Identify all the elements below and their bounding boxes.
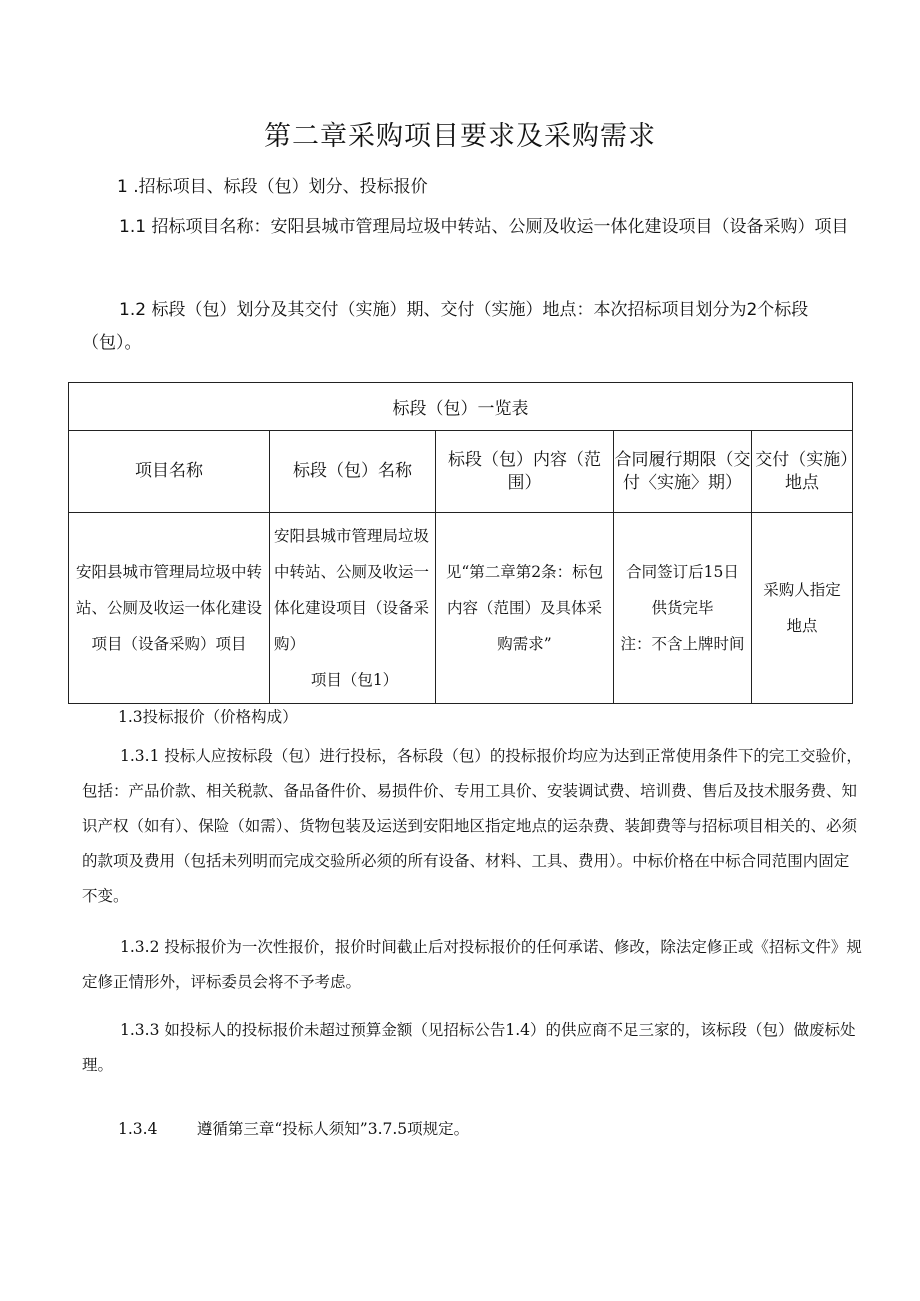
- section-1-3-heading: 1.3投标报价（价格构成）: [118, 708, 298, 726]
- paragraph-1-3-3: 1.3.3 如投标人的投标报价未超过预算金额（见招标公告1.4）的供应商不足三家的，该标段（包）做废标处理。: [82, 1021, 856, 1074]
- package-table: [68, 382, 853, 704]
- cell-content: 见“第二章第2条：标包内容（范围）及具体采购需求”: [436, 513, 614, 704]
- paragraph-1-3-2: 1.3.2 投标报价为一次性报价，报价时间截止后对投标报价的任何承诺、修改，除法定修正或《招标文件》规定修正情形外，评标委员会将不予考虑。: [82, 938, 862, 991]
- paragraph-1-1: 1.1 招标项目名称：安阳县城市管理局垃圾中转站、公厕及收运一体化建设项目（设备采购）项目: [119, 217, 849, 237]
- cell-package-line2: 项目（包1）: [310, 671, 399, 689]
- section-1-heading: 1 .招标项目、标段（包）划分、投标报价: [117, 177, 428, 197]
- cell-period: [614, 513, 752, 704]
- cell-period-line1: 合同签订后15日供货完毕: [626, 563, 739, 617]
- cell-package-line1: 安阳县城市管理局垃圾中转站、公厕及收运一体化建设项目（设备采购）: [274, 527, 430, 653]
- cell-location: 采购人指定地点: [752, 513, 853, 704]
- header-delivery-location: 交付（实施）地点: [752, 431, 853, 513]
- header-package-name: 标段（包）名称: [270, 431, 436, 513]
- cell-period-line2: 注：不含上牌时间: [620, 635, 745, 653]
- header-contract-period: 合同履行期限（交付〈实施〉期）: [614, 431, 752, 513]
- cell-package: [270, 513, 436, 704]
- table-row: [69, 513, 853, 704]
- header-project-name: 项目名称: [69, 431, 270, 513]
- table-caption: 标段（包）一览表: [69, 383, 853, 431]
- page-title: 第二章采购项目要求及采购需求: [264, 121, 656, 152]
- cell-project: 安阳县城市管理局垃圾中转站、公厕及收运一体化建设项目（设备采购）项目: [69, 513, 270, 704]
- header-package-content: 标段（包）内容（范围）: [436, 431, 614, 513]
- paragraph-1-3-4: 1.3.4 遵循第三章“投标人须知”3.7.5项规定。: [118, 1120, 470, 1138]
- paragraph-1-3-1: 1.3.1 投标人应按标段（包）进行投标，各标段（包）的投标报价均应为达到正常使用条件下的完工交验价，包括：产品价款、相关税款、备品备件价、易损件价、专用工具价、安装调试费、培训费、售后及技术服务费、知识产权（如有）、保险（如需）、货物包装及运送到安阳地区指定地点的运杂费、装卸费等与招标项目相关的、必须的款项及费用（包括未列明而完成交验所必须的所有设备、材料、工具、费用）。中标价格在中标合同范围内固定不变。: [82, 747, 862, 905]
- paragraph-1-2: 1.2 标段（包）划分及其交付（实施）期、交付（实施）地点：本次招标项目划分为2个标段（包）。: [82, 300, 809, 353]
